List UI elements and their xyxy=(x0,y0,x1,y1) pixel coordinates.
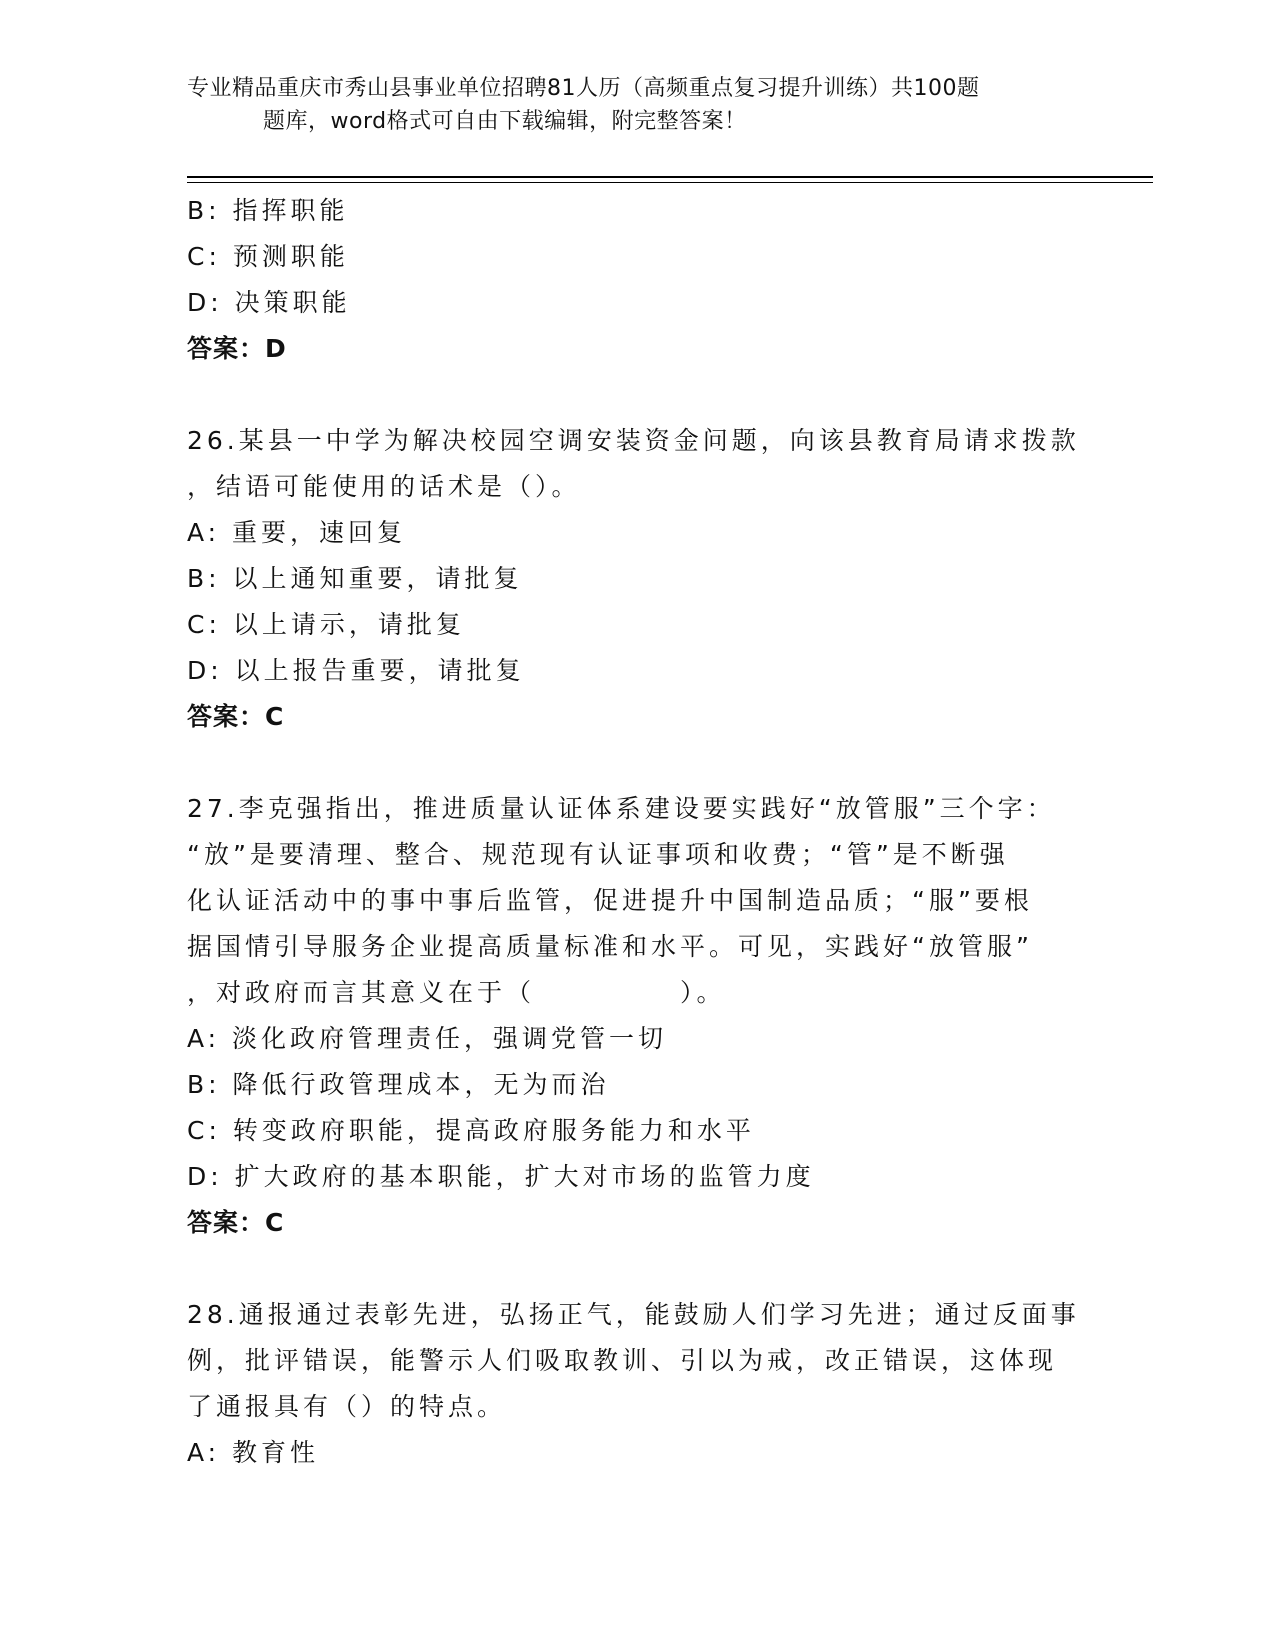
question-26 xyxy=(187,418,1087,740)
page-header xyxy=(187,72,1077,138)
spacer xyxy=(187,1246,1087,1292)
question-list xyxy=(187,188,1087,1476)
question-text-line: “放”是要清理、整合、规范现有认证事项和收费；“管”是不断强 xyxy=(187,840,1009,869)
question-25-tail xyxy=(187,188,1087,372)
question-text-line: 26.某县一中学为解决校园空调安装资金问题，向该县教育局请求拨款 xyxy=(187,426,1080,455)
header-divider-thick xyxy=(187,176,1153,178)
option-a: A: 重要，速回复 xyxy=(187,518,407,547)
option-b: B: 指挥职能 xyxy=(187,196,349,225)
question-text-line: 化认证活动中的事中事后监管，促进提升中国制造品质；“服”要根 xyxy=(187,886,1033,915)
question-text-line: 据国情引导服务企业提高质量标准和水平。可见，实践好“放管服” xyxy=(187,932,1033,961)
question-text-line: 28.通报通过表彰先进，弘扬正气，能鼓励人们学习先进；通过反面事 xyxy=(187,1300,1080,1329)
option-a: A: 淡化政府管理责任，强调党管一切 xyxy=(187,1024,668,1053)
header-title-line-2: 题库，word格式可自由下载编辑，附完整答案！ xyxy=(263,109,747,134)
option-c: C: 以上请示，请批复 xyxy=(187,610,465,639)
option-b: B: 降低行政管理成本，无为而治 xyxy=(187,1070,610,1099)
question-text-line: 27.李克强指出，推进质量认证体系建设要实践好“放管服”三个字： xyxy=(187,794,1056,823)
answer-line: 答案：C xyxy=(187,1208,285,1237)
question-text-line: ，结语可能使用的话术是（）。 xyxy=(187,472,581,501)
option-d: D: 决策职能 xyxy=(187,288,351,317)
header-divider-thin xyxy=(187,182,1153,183)
question-text-line: 了通报具有（）的特点。 xyxy=(187,1392,507,1421)
question-28 xyxy=(187,1292,1087,1476)
question-text-line: 例，批评错误，能警示人们吸取教训、引以为戒，改正错误，这体现 xyxy=(187,1346,1058,1375)
header-title-line-1: 专业精品重庆市秀山县事业单位招聘81人历（高频重点复习提升训练）共100题 xyxy=(187,76,980,101)
question-27 xyxy=(187,786,1087,1246)
question-text-line: ，对政府而言其意义在于（ ）。 xyxy=(187,978,726,1007)
option-b: B: 以上通知重要，请批复 xyxy=(187,564,523,593)
option-d: D: 扩大政府的基本职能，扩大对市场的监管力度 xyxy=(187,1162,815,1191)
option-d: D: 以上报告重要，请批复 xyxy=(187,656,525,685)
spacer xyxy=(187,740,1087,786)
answer-line: 答案：D xyxy=(187,334,287,363)
option-c: C: 转变政府职能，提高政府服务能力和水平 xyxy=(187,1116,755,1145)
option-c: C: 预测职能 xyxy=(187,242,349,271)
spacer xyxy=(187,372,1087,418)
option-a: A: 教育性 xyxy=(187,1438,320,1467)
answer-line: 答案：C xyxy=(187,702,285,731)
